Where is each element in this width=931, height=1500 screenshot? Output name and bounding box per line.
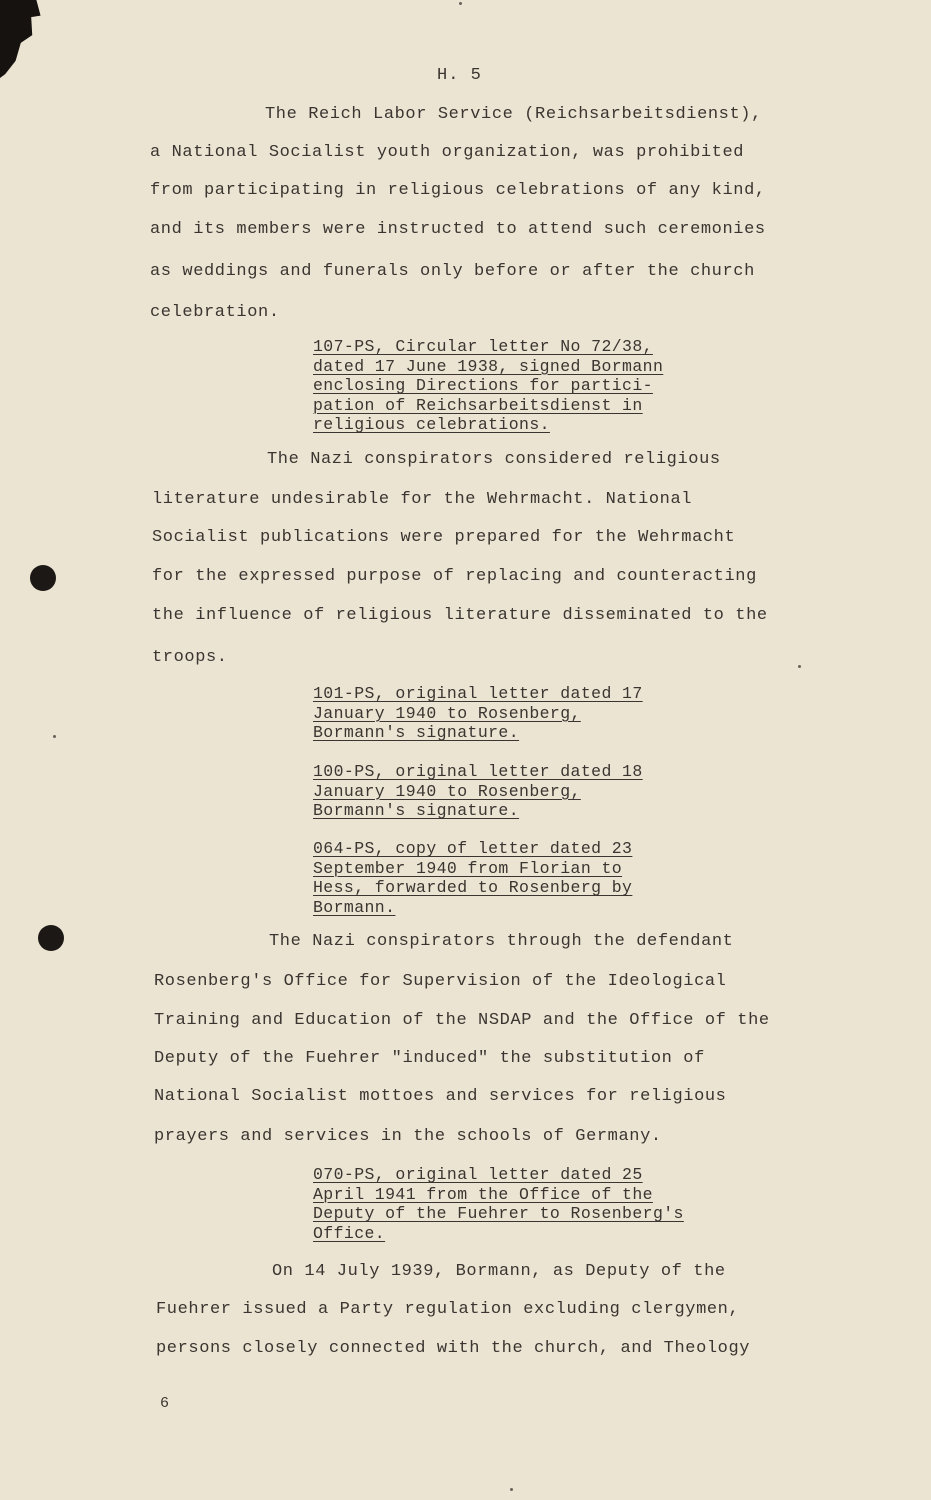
citation-line: 100-PS, original letter dated 18 <box>313 762 643 781</box>
paragraph-line: and its members were instructed to attend such ceremonies <box>150 220 766 239</box>
citation-line: April 1941 from the Office of the <box>313 1184 653 1204</box>
citation-line: Bormann's signature. <box>313 801 520 820</box>
paragraph-line: The Nazi conspirators through the defendant <box>269 932 734 951</box>
citation-line: January 1940 to Rosenberg, <box>313 781 581 801</box>
paragraph-line: Rosenberg's Office for Supervision of the Ideological <box>154 972 727 991</box>
torn-corner <box>0 0 52 78</box>
paragraph-line: persons closely connected with the church, and Theology <box>156 1339 751 1358</box>
page-number: H. 5 <box>437 66 482 85</box>
paragraph-line: Fuehrer issued a Party regulation excluding clergymen, <box>156 1300 740 1319</box>
citation-line: dated 17 June 1938, signed Bormann <box>313 356 664 376</box>
citation-line: enclosing Directions for partici- <box>313 376 653 395</box>
citation-line: 070-PS, original letter dated 25 <box>313 1165 643 1184</box>
speck <box>53 735 56 738</box>
citation-064-ps <box>313 839 743 917</box>
paragraph-line: prayers and services in the schools of Germany. <box>154 1127 662 1146</box>
paragraph-line: the influence of religious literature disseminated to the <box>152 606 768 625</box>
citation-107-ps <box>313 337 743 435</box>
paragraph-line: from participating in religious celebrations of any kind, <box>150 181 766 200</box>
speck <box>459 2 462 5</box>
citation-101-ps <box>313 684 743 743</box>
paragraph-line: The Reich Labor Service (Reichsarbeitsdienst), <box>265 105 762 124</box>
punch-hole-lower <box>38 925 64 951</box>
citation-100-ps <box>313 762 743 821</box>
paragraph-line: Socialist publications were prepared for the Wehrmacht <box>152 528 736 547</box>
citation-line: 064-PS, copy of letter dated 23 <box>313 839 633 858</box>
punch-hole-upper <box>30 565 56 591</box>
paragraph-line: troops. <box>152 648 228 667</box>
citation-line: Hess, forwarded to Rosenberg by <box>313 878 633 897</box>
citation-line: pation of Reichsarbeitsdienst in <box>313 395 643 415</box>
speck <box>510 1488 513 1491</box>
paragraph-line: a National Socialist youth organization, was prohibited <box>150 143 745 162</box>
citation-line: religious celebrations. <box>313 415 550 434</box>
paragraph-line: literature undesirable for the Wehrmacht. National <box>152 490 693 509</box>
citation-line: Bormann's signature. <box>313 723 520 742</box>
footer-mark: 6 <box>160 1395 170 1412</box>
paragraph-line: as weddings and funerals only before or after the church <box>150 262 755 281</box>
citation-line: September 1940 from Florian to <box>313 858 623 878</box>
paragraph-line: On 14 July 1939, Bormann, as Deputy of the <box>272 1262 726 1281</box>
speck <box>798 665 801 668</box>
paragraph-line: The Nazi conspirators considered religious <box>267 450 721 469</box>
paragraph-line: National Socialist mottoes and services for religious <box>154 1087 727 1106</box>
citation-line: 101-PS, original letter dated 17 <box>313 684 643 703</box>
citation-line: Deputy of the Fuehrer to Rosenberg's <box>313 1204 684 1223</box>
citation-line: January 1940 to Rosenberg, <box>313 703 581 723</box>
paragraph-line: Deputy of the Fuehrer "induced" the substitution of <box>154 1049 705 1068</box>
paragraph-line: Training and Education of the NSDAP and the Office of the <box>154 1011 770 1030</box>
paragraph-line: celebration. <box>150 303 280 322</box>
citation-070-ps <box>313 1165 743 1243</box>
paragraph-line: for the expressed purpose of replacing and counteracting <box>152 567 757 586</box>
citation-line: Bormann. <box>313 897 396 917</box>
citation-line: 107-PS, Circular letter No 72/38, <box>313 337 653 356</box>
citation-line: Office. <box>313 1223 386 1243</box>
